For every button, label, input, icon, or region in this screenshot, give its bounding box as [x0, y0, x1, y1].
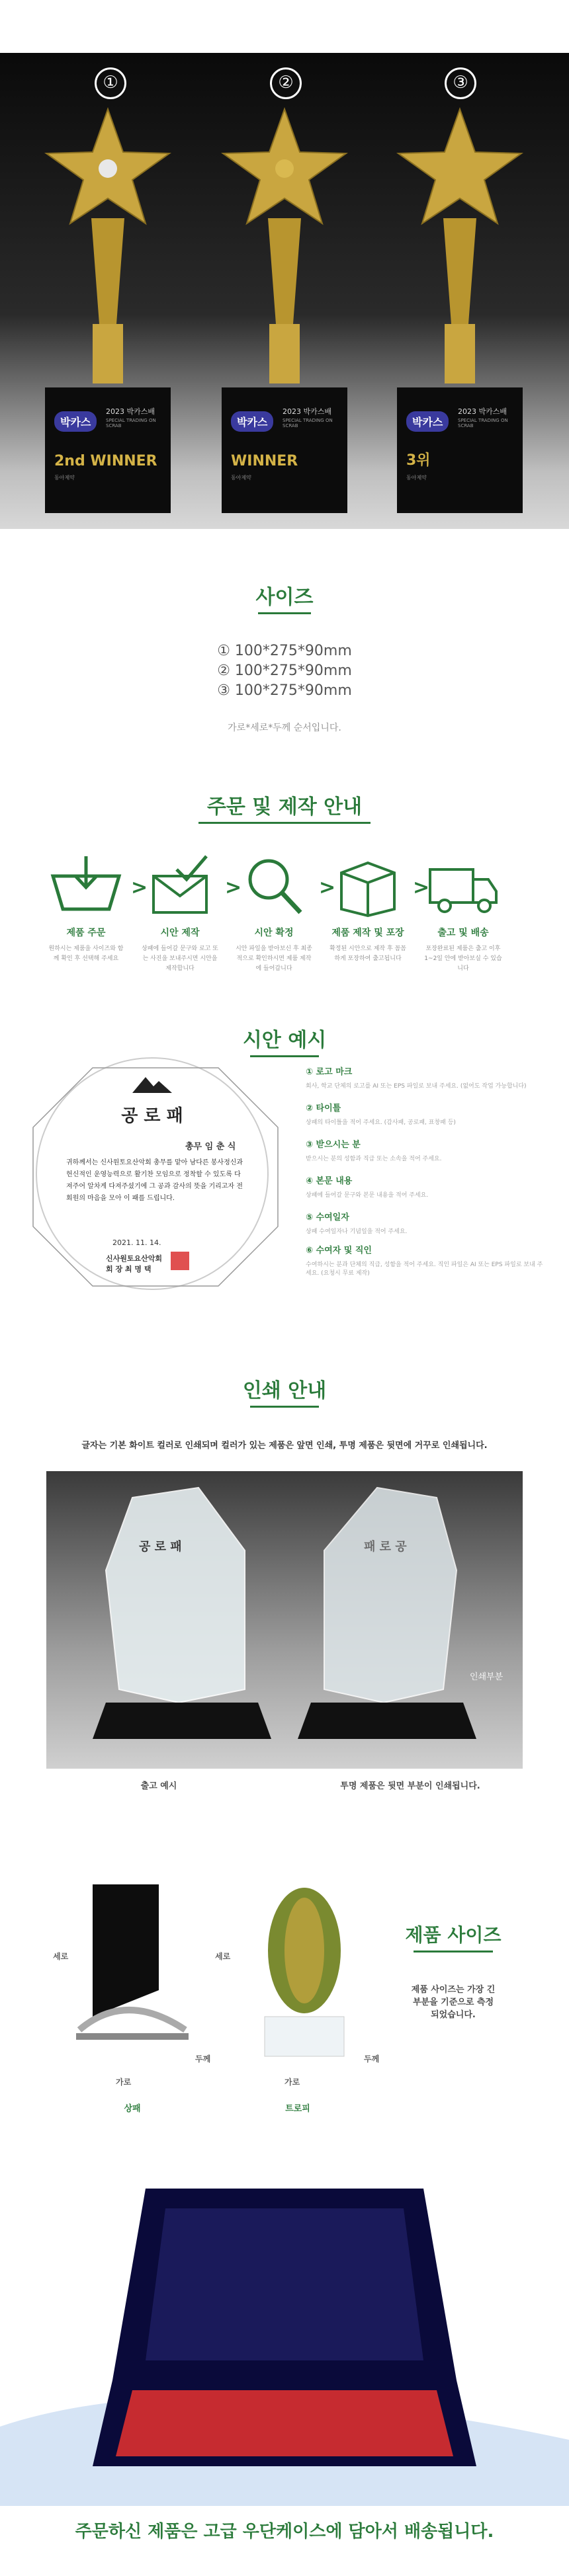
plaque-recipient: 총무 임 춘 식	[185, 1142, 236, 1152]
callout-6: ⑥ 수여자 및 직인 수여하시는 분과 단체의 직급, 성함을 적어 주세요. 직인 파일은 AI 또는 EPS 파일로 보내 주세요. (요청시 무료 제작)	[306, 1246, 543, 1277]
number-badge-1: ①	[95, 67, 126, 99]
size-line-1: ① 100*275*90mm	[217, 643, 352, 659]
left-depth-label: 두께	[195, 2054, 211, 2064]
order-step-5: 출고 및 배송 포장완료된 제품은 출고 이후 1~2일 안에 받아보실 수 있습니다	[423, 853, 503, 974]
trophy-plate-2: 박카스 2023 박카스배 SPECIAL TRADING ON SCRAB WINNER 동아제약	[222, 387, 347, 513]
size-line-3: ③ 100*275*90mm	[217, 682, 352, 699]
proof-title: 시안 예시	[242, 1029, 327, 1052]
back-plaque-title: 패 로 공	[364, 1540, 407, 1554]
basket-icon	[46, 853, 126, 919]
plaque-president: 회 장 최 명 택	[106, 1265, 152, 1273]
order-title-underline	[198, 822, 371, 824]
left-width-label: 가로	[116, 2077, 132, 2087]
size-note: 가로*세로*두께 순서입니다.	[228, 723, 341, 733]
order-step-1: 제품 주문 원하시는 제품을 사이즈와 함께 확인 후 선택해 주세요	[46, 853, 126, 964]
size-title: 사이즈	[255, 586, 314, 609]
plaque-product-image	[73, 1878, 205, 2070]
product-size-underline	[414, 1951, 493, 1952]
case-text: 주문하신 제품은 고급 우단케이스에 담아서 배송됩니다.	[75, 2522, 494, 2542]
callout-2: ② 타이틀 상패의 타이틀을 적어 주세요. (감사패, 공로패, 표창패 등)	[306, 1104, 456, 1126]
print-title: 인쇄 안내	[242, 1379, 327, 1402]
front-plaque-title: 공 로 패	[139, 1540, 182, 1554]
trophy-plate-1: 박카스 2023 박카스배 SPECIAL TRADING ON SCRAB 2nd WINNER 동아제약	[45, 387, 171, 513]
hero-banner	[0, 53, 569, 529]
mountain-logo	[132, 1074, 172, 1094]
number-badge-2: ②	[270, 67, 302, 99]
order-title: 주문 및 제작 안내	[206, 795, 363, 819]
plaque-title: 공 로 패	[121, 1106, 183, 1126]
print-photo	[46, 1471, 523, 1769]
step-arrow: >	[413, 876, 430, 899]
print-area-label: 인쇄부분	[470, 1672, 503, 1682]
order-step-4: 제품 제작 및 포장 확정된 시안으로 제작 후 꼼꼼하게 포장하여 출고됩니다	[328, 853, 408, 964]
star-trophy-image	[215, 106, 354, 397]
trophy-1	[38, 106, 177, 516]
velvet-case-image	[0, 2162, 569, 2506]
callout-5: ⑤ 수여일자 상패 수여일자나 기념일을 적어 주세요.	[306, 1213, 408, 1235]
crystal-plaques-image	[46, 1471, 523, 1769]
step-arrow: >	[319, 876, 336, 899]
callout-1: ① 로고 마크 회사, 학교 단체의 로고를 AI 또는 EPS 파일로 보내 주세요. (없어도 작업 가능합니다)	[306, 1067, 527, 1090]
print-title-underline	[250, 1406, 319, 1408]
size-title-underline	[258, 612, 311, 614]
truck-icon	[423, 853, 503, 919]
plaque-date: 2021. 11. 14.	[112, 1238, 161, 1247]
star-trophy-image	[38, 106, 177, 397]
left-product-name: 상패	[124, 2104, 141, 2114]
star-trophy-image	[390, 106, 529, 397]
product-size-desc: 제품 사이즈는 가장 긴 부분을 기준으로 측정되었습니다.	[411, 1985, 496, 2020]
order-step-3: 시안 확정 시안 파일을 받아보신 후 최종적으로 확인하시면 제품 제작에 들어갑니다	[234, 853, 314, 974]
callout-3: ③ 받으시는 분 받으시는 분의 성함과 직급 또는 소속을 적어 주세요.	[306, 1140, 442, 1162]
seal-stamp	[171, 1252, 189, 1270]
step-arrow: >	[225, 876, 242, 899]
print-caption-right: 투명 제품은 뒷면 부분이 인쇄됩니다.	[340, 1781, 480, 1791]
proof-plaque	[20, 1028, 298, 1293]
right-height-label: 세로	[215, 1952, 231, 1961]
envelope-check-icon	[140, 853, 220, 919]
size-line-2: ② 100*275*90mm	[217, 663, 352, 679]
plaque-org: 신사원토요산악회	[106, 1254, 163, 1263]
trophy-product-image	[238, 1878, 371, 2070]
order-step-2: 시안 제작 상패에 들어갈 문구와 로고 또는 사진을 보내주시면 시안을 제작합니다	[140, 853, 220, 974]
right-product-name: 트로피	[285, 2104, 310, 2114]
callout-4: ④ 본문 내용 상패에 들어갈 문구와 본문 내용을 적어 주세요.	[306, 1176, 429, 1199]
product-size-title: 제품 사이즈	[405, 1924, 502, 1946]
trophy-3	[390, 106, 529, 516]
left-height-label: 세로	[53, 1952, 69, 1961]
print-caption-left: 출고 예시	[140, 1781, 177, 1791]
magnifier-icon	[234, 853, 314, 919]
trophy-2	[215, 106, 354, 516]
trophy-plate-3: 박카스 2023 박카스배 SPECIAL TRADING ON SCRAB 3위 동아제약	[397, 387, 523, 513]
step-arrow: >	[131, 876, 148, 899]
plaque-body: 귀하께서는 신사원토요산악회 총무를 맡아 남다른 봉사정신과 헌신적인 운영능력으로 활기찬 모임으로 정착할 수 있도록 다져주어 알차게 다져주셨기에 그 공과 감사의 뜻을 기리고자 전 회원의 마음을 모아 이 패를 드립니다.	[66, 1159, 243, 1202]
size-list	[0, 641, 569, 701]
box-icon	[328, 853, 408, 919]
number-badge-3: ③	[445, 67, 476, 99]
right-width-label: 가로	[284, 2077, 300, 2087]
print-desc: 글자는 기본 화이트 컬러로 인쇄되며 컬러가 있는 제품은 앞면 인쇄, 투명 제품은 뒷면에 거꾸로 인쇄됩니다.	[81, 1441, 488, 1451]
right-depth-label: 두께	[364, 2054, 380, 2064]
